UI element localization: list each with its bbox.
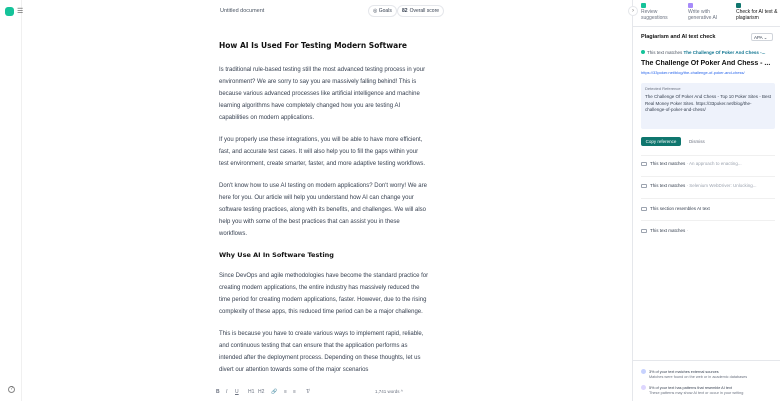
- score-value: 82: [402, 8, 408, 14]
- help-icon[interactable]: ?: [8, 386, 15, 393]
- match-item[interactable]: [641, 161, 775, 166]
- item-prefix: This section resembles AI text: [650, 206, 710, 211]
- document-editor[interactable]: [219, 40, 429, 386]
- plagiarism-summary: [641, 369, 775, 380]
- underline-button[interactable]: U: [235, 389, 239, 395]
- summary-sub: Matches were found on the web or in academic databases: [649, 375, 748, 379]
- text-match-icon: [641, 162, 647, 166]
- assistant-panel: [632, 0, 780, 401]
- text-match-icon: [641, 184, 647, 188]
- panel-tabs: [633, 0, 780, 27]
- hamburger-icon[interactable]: ☰: [17, 8, 24, 15]
- left-sidebar: [0, 0, 22, 401]
- paragraph: Don't know how to use AI testing on modern applications? Don't worry! We are here for you. Our article will help you understand how AI can change your software testing practices, along with its benefits, and challenges. We will also help you with some of the best practices that can assist you in these workflows.: [219, 183, 427, 237]
- paragraph: If you properly use these integrations, you will be able to have more efficient, fast, and accurate test cases. It will also help you to fill the gaps within your test environment, create smarter, faster, and more adaptive testing workflows.: [219, 137, 426, 167]
- plagiarism-icon: [641, 369, 646, 374]
- tab-generative-ai[interactable]: [688, 3, 730, 21]
- copy-reference-button[interactable]: Copy reference: [641, 137, 681, 146]
- goals-button[interactable]: [368, 5, 397, 17]
- item-prefix: This text matches: [650, 228, 686, 233]
- divider: [641, 198, 775, 199]
- detected-reference-label: Detected Reference: [645, 86, 681, 91]
- tab-ai-plagiarism-check[interactable]: [736, 3, 780, 21]
- tab-review-suggestions[interactable]: [641, 3, 683, 21]
- summary-title: 3% of your text matches external sources: [649, 370, 719, 374]
- match-prefix: This text matches: [647, 50, 683, 55]
- score-label: Overall score: [409, 8, 440, 14]
- tab-label: Write with generative AI: [688, 9, 718, 21]
- link-icon[interactable]: 🔗: [271, 389, 278, 395]
- item-detail: ·: [686, 228, 689, 233]
- check-icon: [736, 3, 741, 8]
- item-detail: · Selenium WebDriver: Unlocking...: [686, 183, 757, 188]
- document-title[interactable]: Untitled document: [220, 8, 265, 14]
- divider: [641, 220, 775, 221]
- grammarly-logo-icon[interactable]: [5, 7, 14, 16]
- tab-label: Review suggestions: [641, 9, 668, 21]
- clear-format-icon[interactable]: T̸: [306, 389, 310, 395]
- item-prefix: This text matches: [650, 161, 686, 166]
- summary-title: 5% of your text has patterns that resemble AI text: [649, 386, 732, 390]
- paragraph: This is because you have to create various ways to implement rapid, reliable, and continuous testing that can ensure that the application performs as intended after the deployment process. Depending on these thoughts, let us divert our attention towards some of the major scenarios: [219, 331, 424, 373]
- summary-sub: These patterns may show AI text or occur in your writing: [649, 391, 744, 395]
- collapse-panel-icon[interactable]: ›: [628, 6, 638, 16]
- ordered-list-icon[interactable]: ≡: [284, 389, 287, 395]
- bullet-list-icon[interactable]: ≡: [293, 389, 296, 395]
- ai-text-summary: [641, 385, 775, 396]
- match-source-link[interactable]: The Challenge Of Poker And Chess -...: [683, 50, 766, 55]
- goals-label: Goals: [378, 8, 392, 14]
- source-url[interactable]: https://33poker.net/blog/the-challenge-of-poker-and-chess/: [641, 70, 745, 75]
- section-heading: Why Use AI In Software Testing: [219, 251, 334, 259]
- check-summary-footer: [633, 360, 780, 401]
- detected-reference-text: The Challenge Of Poker And Chess - Top 10 Poker Sites - Best Real Money Poker Sites. https://33poker.net/blog/the-challenge-of-poker-and-chess/: [645, 94, 771, 112]
- review-icon: [641, 3, 646, 8]
- ai-text-item[interactable]: [641, 206, 775, 211]
- item-detail: · An approach to enacting...: [686, 161, 742, 166]
- bold-button[interactable]: B: [216, 389, 220, 395]
- divider: [641, 155, 775, 156]
- divider: [641, 176, 775, 177]
- match-summary: [641, 50, 765, 55]
- top-bar: [22, 0, 632, 22]
- sparkle-icon: [688, 3, 693, 8]
- paragraph: Since DevOps and agile methodologies have become the standard practice for creating modern applications, the entire industry has massively reduced the time period for creating modern applications, faster. However, due to the rising complexity of these apps, this reduced time period can be a major challenge.: [219, 273, 429, 315]
- detected-reference-box: [641, 83, 775, 129]
- target-icon: ◎: [373, 8, 379, 14]
- heading2-button[interactable]: H2: [258, 389, 265, 395]
- italic-button[interactable]: I: [226, 389, 228, 395]
- tab-label: Check for AI text & plagiarism: [736, 9, 778, 21]
- heading1-button[interactable]: H1: [248, 389, 255, 395]
- ai-icon: [641, 385, 646, 390]
- dismiss-button[interactable]: Dismiss: [689, 139, 705, 144]
- match-item[interactable]: [641, 228, 775, 233]
- text-match-icon: [641, 229, 647, 233]
- match-item[interactable]: [641, 183, 775, 188]
- ai-text-icon: [641, 207, 647, 211]
- overall-score-button[interactable]: [397, 5, 444, 17]
- source-title: The Challenge Of Poker And Chess - ...: [641, 60, 771, 67]
- document-heading: How AI Is Used For Testing Modern Software: [219, 41, 407, 50]
- word-count[interactable]: 1,741 words ^: [375, 389, 403, 394]
- item-prefix: This text matches: [650, 183, 686, 188]
- match-dot-icon: [641, 50, 645, 54]
- panel-heading: Plagiarism and AI text check: [641, 34, 716, 40]
- paragraph: Is traditional rule-based testing still the most advanced testing process in your environment? We are sorry to say you are massively falling behind! This is because various advanced processes like artificial intelligence and machine learning algorithms have completely changed how you are testing AI capabilities on modern applications.: [219, 67, 426, 121]
- citation-style-select[interactable]: APA ⌄: [751, 33, 773, 41]
